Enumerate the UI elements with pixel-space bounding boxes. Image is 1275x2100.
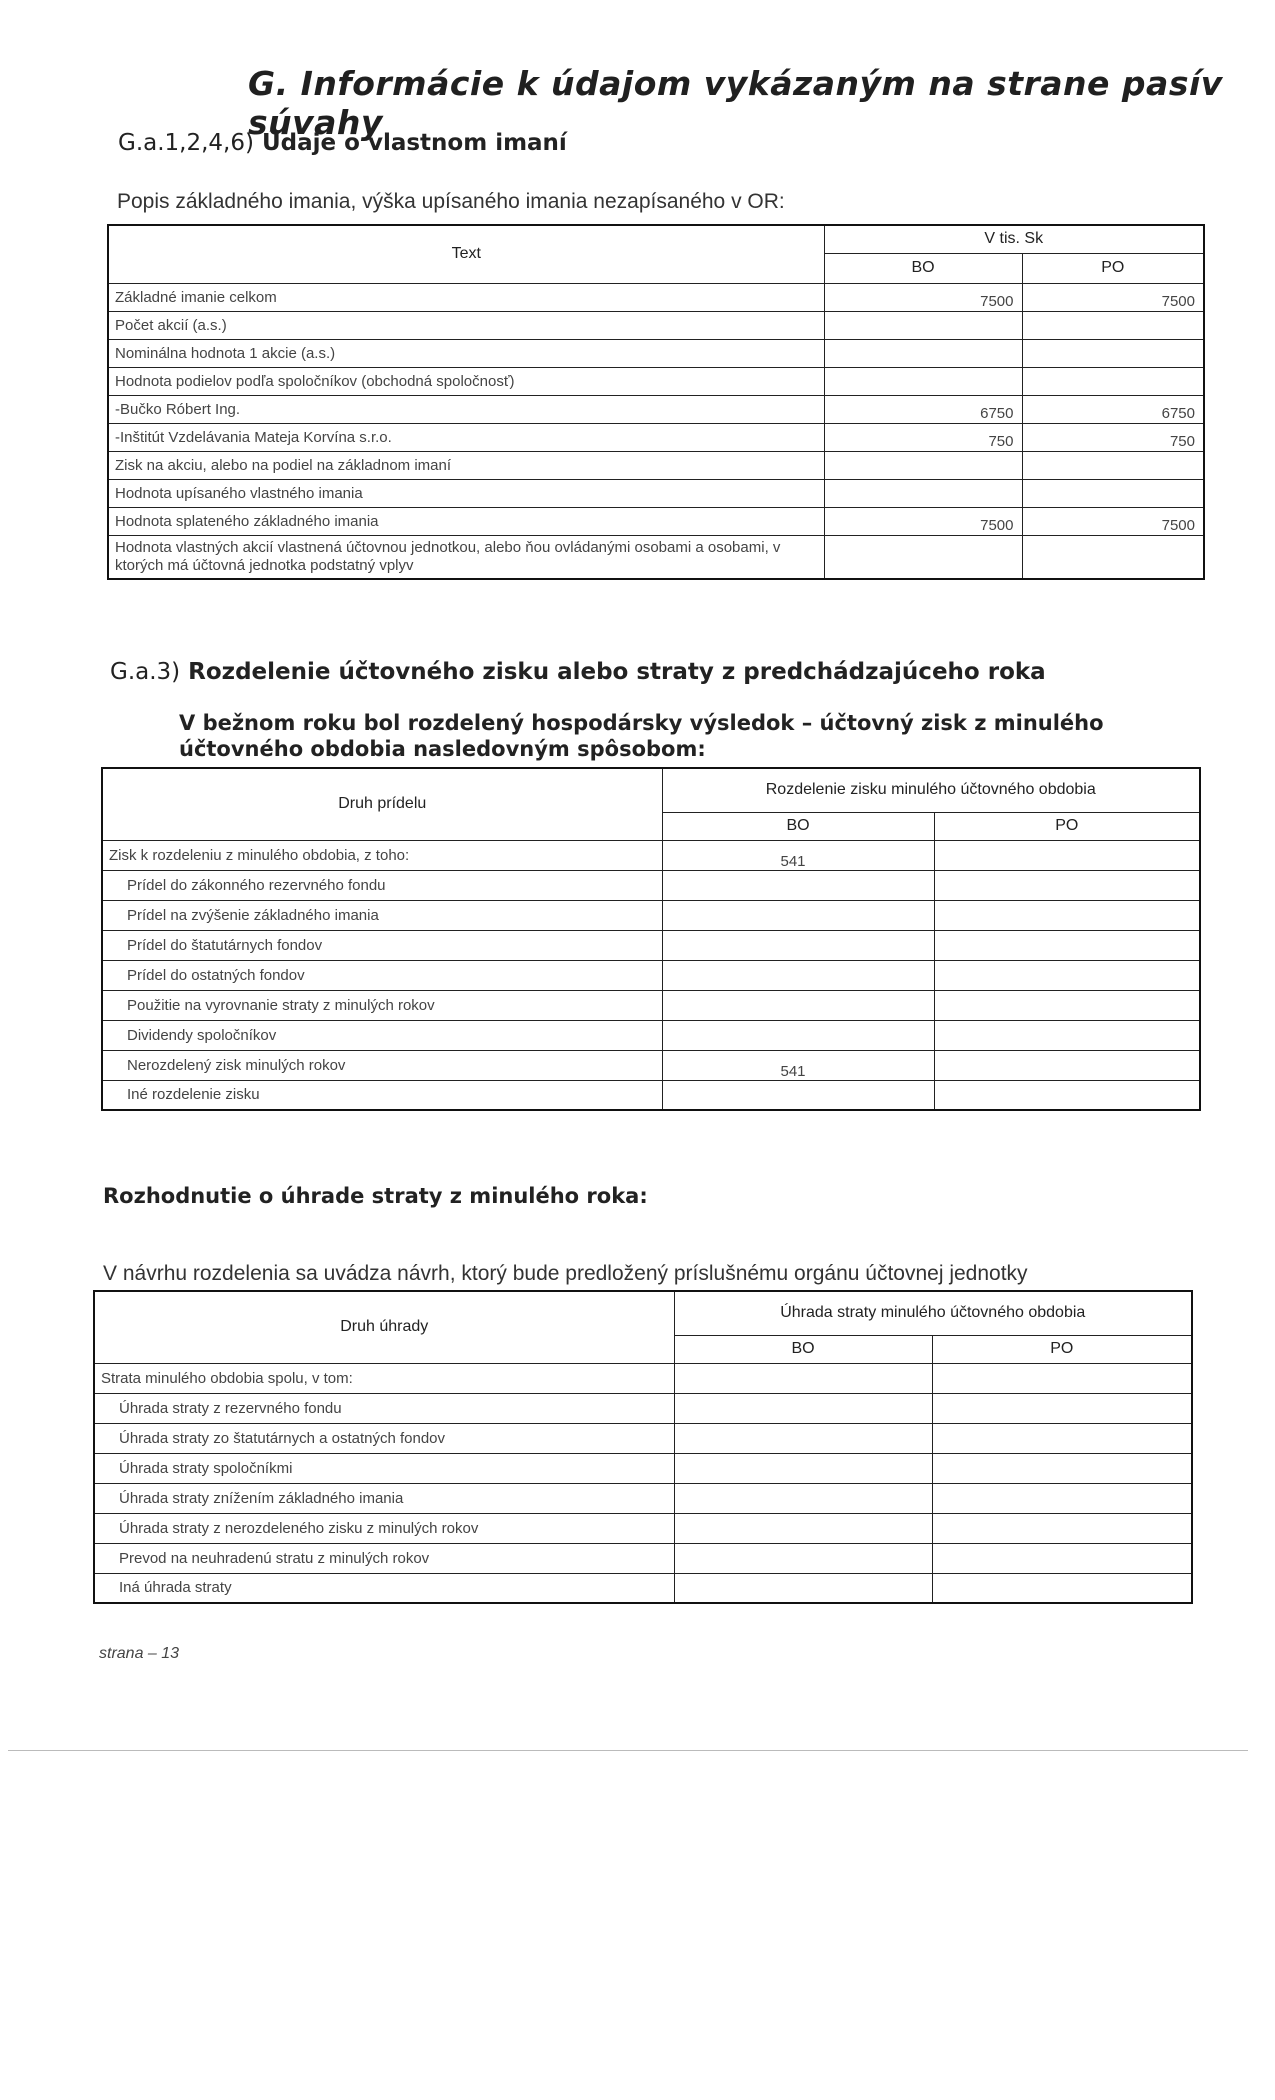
cell-bo [674,1423,932,1453]
cell-po [1022,479,1204,507]
header-po: PO [932,1335,1192,1363]
table-row [102,870,1200,900]
cell-bo: 541 [662,1050,934,1080]
cell-bo: 541 [662,840,934,870]
cell-bo [662,990,934,1020]
table-row [108,507,1204,535]
table-row [108,311,1204,339]
table-row [102,1020,1200,1050]
table-row [102,840,1200,870]
cell-po [934,960,1200,990]
row-label: Úhrada straty z nerozdeleného zisku z minulých rokov [94,1513,674,1543]
cell-bo [674,1393,932,1423]
section-number: G.a.1,2,4,6) [118,130,254,156]
table-row [108,283,1204,311]
header-bo: BO [662,812,934,840]
row-label: Iné rozdelenie zisku [102,1080,662,1110]
header-bo: BO [824,253,1022,283]
table-row [108,367,1204,395]
loss-coverage-table [93,1290,1193,1604]
row-label: Použitie na vyrovnanie straty z minulých rokov [102,990,662,1020]
cell-bo: 6750 [824,395,1022,423]
section-title: Rozdelenie účtovného zisku alebo straty z predchádzajúceho roka [188,659,1046,685]
cell-po [934,1050,1200,1080]
cell-po [1022,535,1204,579]
cell-bo: 750 [824,423,1022,451]
table-row [94,1363,1192,1393]
cell-po: 7500 [1022,283,1204,311]
cell-po [932,1543,1192,1573]
header-po: PO [934,812,1200,840]
row-label: Nerozdelený zisk minulých rokov [102,1050,662,1080]
cell-bo [662,900,934,930]
table-row [102,930,1200,960]
cell-bo [824,311,1022,339]
row-label: Zisk na akciu, alebo na podiel na základnom imaní [108,451,824,479]
cell-bo [674,1513,932,1543]
row-label: Prevod na neuhradenú stratu z minulých rokov [94,1543,674,1573]
table-row [94,1423,1192,1453]
cell-po: 750 [1022,423,1204,451]
row-label: Hodnota vlastných akcií vlastnená účtovnou jednotkou, alebo ňou ovládanými osobami a osobami, v ktorých má účtovná jednotka podstatný vplyv [108,535,824,579]
cell-bo [824,367,1022,395]
section-heading-rozdelenie-zisku [110,659,1046,685]
cell-po [932,1363,1192,1393]
cell-po [934,840,1200,870]
section-heading-uhrada-straty: Rozhodnutie o úhrade straty z minulého roka: [103,1184,648,1208]
cell-po [934,1020,1200,1050]
cell-bo [824,479,1022,507]
row-label: Iná úhrada straty [94,1573,674,1603]
cell-bo [674,1543,932,1573]
cell-bo [674,1483,932,1513]
profit-distribution-table [101,767,1201,1111]
table-row [102,900,1200,930]
row-label: Prídel do zákonného rezervného fondu [102,870,662,900]
section-title: Údaje o vlastnom imaní [262,130,567,156]
cell-po [932,1513,1192,1543]
cell-bo [662,1080,934,1110]
table-row [108,479,1204,507]
table-row [108,423,1204,451]
row-label: -Bučko Róbert Ing. [108,395,824,423]
cell-po: 7500 [1022,507,1204,535]
cell-bo: 7500 [824,283,1022,311]
cell-bo: 7500 [824,507,1022,535]
header-rozdelenie: Rozdelenie zisku minulého účtovného obdobia [662,768,1200,812]
cell-po [934,870,1200,900]
cell-po [932,1453,1192,1483]
cell-po: 6750 [1022,395,1204,423]
cell-bo [662,1020,934,1050]
cell-po [934,1080,1200,1110]
row-label: Prídel do ostatných fondov [102,960,662,990]
table-row [94,1453,1192,1483]
table-row [102,990,1200,1020]
table-row [94,1483,1192,1513]
row-label: Základné imanie celkom [108,283,824,311]
table-row [102,960,1200,990]
cell-bo [824,451,1022,479]
row-label: Dividendy spoločníkov [102,1020,662,1050]
table-row [108,535,1204,579]
cell-bo [674,1363,932,1393]
cell-po [1022,339,1204,367]
section-intro: V návrhu rozdelenia sa uvádza návrh, ktorý bude predložený príslušnému orgánu účtovnej jednotky [103,1262,1028,1285]
section-number: G.a.3) [110,659,181,685]
cell-po [934,930,1200,960]
page-title: G. Informácie k údajom vykázaným na strane pasív súvahy [248,64,1223,142]
table-row [94,1513,1192,1543]
page-footer: strana – 13 [99,1645,180,1662]
row-label: Zisk k rozdeleniu z minulého obdobia, z toho: [102,840,662,870]
cell-po [934,900,1200,930]
header-druh-pridelu: Druh prídelu [102,768,662,840]
row-label: Úhrada straty spoločníkmi [94,1453,674,1483]
header-po: PO [1022,253,1204,283]
cell-po [1022,367,1204,395]
row-label: Úhrada straty zo štatutárnych a ostatných fondov [94,1423,674,1453]
cell-bo [662,870,934,900]
table-row [108,451,1204,479]
header-bo: BO [674,1335,932,1363]
row-label: Počet akcií (a.s.) [108,311,824,339]
cell-bo [824,535,1022,579]
row-label: Úhrada straty z rezervného fondu [94,1393,674,1423]
cell-bo [674,1573,932,1603]
row-label: -Inštitút Vzdelávania Mateja Korvína s.r.o. [108,423,824,451]
cell-bo [674,1453,932,1483]
table-row [102,1080,1200,1110]
cell-bo [662,930,934,960]
section-heading-vlastne-imanie [118,130,567,156]
table-row [94,1543,1192,1573]
table-row [94,1393,1192,1423]
header-unit: V tis. Sk [824,225,1204,253]
row-label: Hodnota podielov podľa spoločníkov (obchodná spoločnosť) [108,367,824,395]
bottom-rule [8,1750,1248,1751]
cell-po [1022,311,1204,339]
cell-po [932,1483,1192,1513]
header-druh-uhrady: Druh úhrady [94,1291,674,1363]
header-uhrada: Úhrada straty minulého účtovného obdobia [674,1291,1192,1335]
row-label: Prídel na zvýšenie základného imania [102,900,662,930]
row-label: Hodnota upísaného vlastného imania [108,479,824,507]
section-subtitle: V bežnom roku bol rozdelený hospodársky výsledok – účtovný zisk z minulého účtovného obdobia nasledovným spôsobom: [179,711,1104,761]
table-row [102,1050,1200,1080]
equity-table [107,224,1205,580]
cell-po [1022,451,1204,479]
section-intro: Popis základného imania, výška upísaného imania nezapísaného v OR: [117,190,785,213]
cell-po [934,990,1200,1020]
table-row [108,339,1204,367]
row-label: Prídel do štatutárnych fondov [102,930,662,960]
table-row [108,395,1204,423]
row-label: Nominálna hodnota 1 akcie (a.s.) [108,339,824,367]
cell-bo [824,339,1022,367]
cell-bo [662,960,934,990]
header-text: Text [108,225,824,283]
cell-po [932,1393,1192,1423]
row-label: Úhrada straty znížením základného imania [94,1483,674,1513]
row-label: Strata minulého obdobia spolu, v tom: [94,1363,674,1393]
cell-po [932,1573,1192,1603]
row-label: Hodnota splateného základného imania [108,507,824,535]
table-row [94,1573,1192,1603]
cell-po [932,1423,1192,1453]
